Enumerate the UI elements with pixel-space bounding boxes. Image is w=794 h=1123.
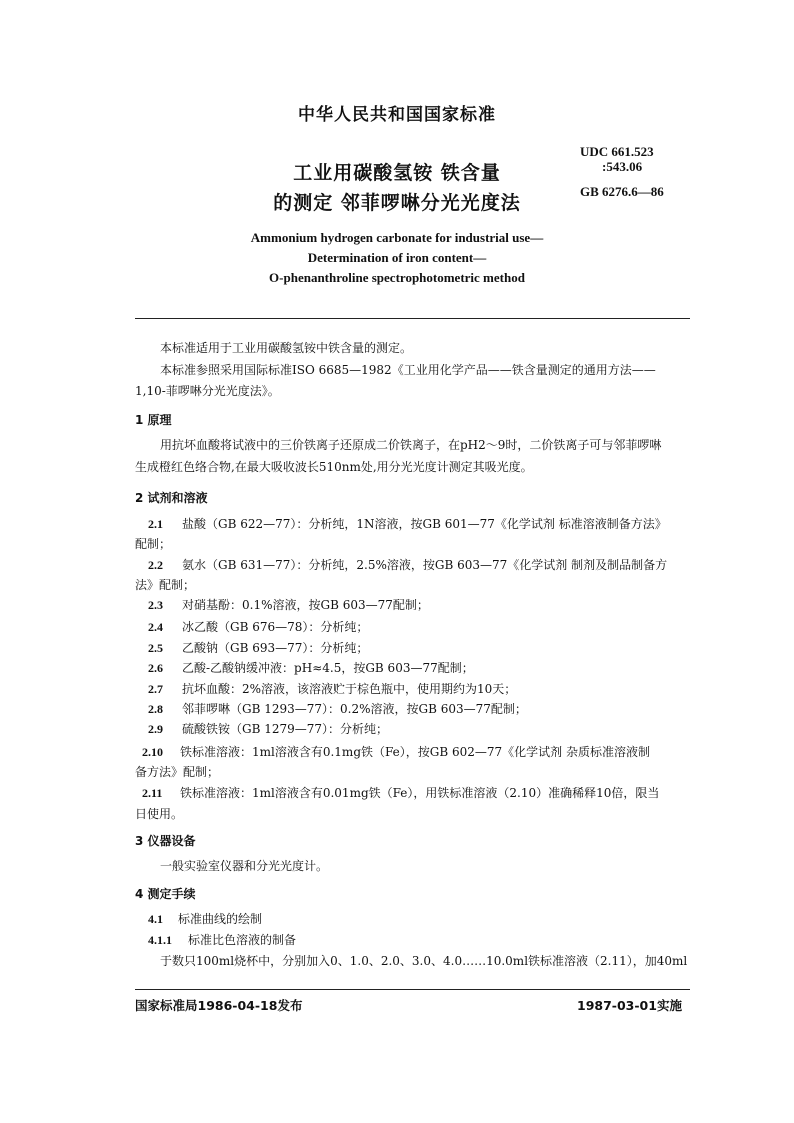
- item-text: 盐酸（GB 622—77）：分析纯，1N溶液，按GB 601—77《化学试剂 标准溶液制备方法》: [182, 517, 667, 531]
- section-2-heading: 2 试剂和溶液: [135, 491, 208, 505]
- item-number: 2.1: [148, 517, 163, 531]
- item-number: 2.10: [142, 745, 163, 759]
- item-2-1: [148, 516, 667, 532]
- section-1-text-line1: 用抗坏血酸将试液中的三价铁离子还原成二价铁离子，在pH2～9时，二价铁离子可与邻菲啰啉: [160, 438, 662, 452]
- item-text: 冰乙酸（GB 676—78）：分析纯；: [182, 620, 369, 634]
- gb-number: GB 6276.6—86: [580, 184, 664, 199]
- title-en-line3: O-phenanthroline spectrophotometric method: [269, 270, 525, 285]
- section-4-text: 于数只100ml烧杯中，分别加入0、1.0、2.0、3.0、4.0……10.0ml铁标准溶液（2.11），加40ml: [160, 954, 688, 968]
- section-3-text: 一般实验室仪器和分光光度计。: [160, 859, 329, 873]
- footer-divider: [135, 989, 690, 990]
- subsection-number: 4.1: [148, 912, 163, 926]
- item-2-3: [148, 597, 429, 613]
- effective-date: 1987-03-01实施: [577, 998, 682, 1013]
- section-3-heading: 3 仪器设备: [135, 834, 196, 848]
- title-en-line2: Determination of iron content—: [307, 250, 487, 265]
- item-text: 硫酸铁铵（GB 1279—77）：分析纯；: [182, 722, 389, 736]
- udc-line1: UDC 661.523: [580, 144, 654, 159]
- item-number: 2.9: [148, 722, 163, 736]
- item-text: 乙酸-乙酸钠缓冲液：pH≈4.5，按GB 603—77配制；: [182, 661, 474, 675]
- item-number: 2.6: [148, 661, 163, 675]
- item-2-6: [148, 660, 474, 676]
- item-number: 2.8: [148, 702, 163, 716]
- item-2-7: [148, 681, 516, 697]
- item-2-11: [142, 785, 659, 801]
- title-cn-line2: 的测定 邻菲啰啉分光光度法: [273, 192, 521, 214]
- item-2-1-cont: 配制；: [135, 537, 172, 551]
- item-2-8: [148, 701, 527, 717]
- udc-line2: :543.06: [602, 159, 643, 174]
- item-2-5: [148, 640, 368, 656]
- intro-paragraph-1: 本标准适用于工业用碳酸氢铵中铁含量的测定。: [160, 341, 413, 355]
- intro-paragraph-2-line2: 1,10-菲啰啉分光光度法》。: [135, 384, 280, 398]
- header-divider: [135, 318, 690, 319]
- item-number: 2.2: [148, 558, 163, 572]
- item-text: 乙酸钠（GB 693—77）：分析纯；: [182, 641, 369, 655]
- subsection-4-1-1: [148, 932, 296, 948]
- subsection-4-1: [148, 911, 262, 927]
- section-4-heading: 4 测定手续: [135, 887, 196, 901]
- item-2-4: [148, 619, 368, 635]
- section-1-text-line2: 生成橙红色络合物,在最大吸收波长510nm处,用分光光度计测定其吸光度。: [135, 460, 533, 474]
- item-2-11-cont: 日使用。: [135, 807, 184, 821]
- item-2-10-cont: 备方法》配制；: [135, 765, 220, 779]
- national-standard-label: 中华人民共和国国家标准: [298, 105, 496, 125]
- item-number: 2.5: [148, 641, 163, 655]
- udc-code: [580, 144, 654, 174]
- item-text: 抗坏血酸：2%溶液，该溶液贮于棕色瓶中，使用期约为10天；: [182, 682, 517, 696]
- item-number: 2.3: [148, 598, 163, 612]
- title-en-line1: Ammonium hydrogen carbonate for industrial use—: [250, 230, 544, 245]
- intro-paragraph-2-line1: 本标准参照采用国际标准ISO 6685—1982《工业用化学产品——铁含量测定的通用方法——: [160, 363, 656, 377]
- subsection-title: 标准曲线的绘制: [178, 912, 263, 926]
- item-text: 铁标准溶液：1ml溶液含有0.01mg铁（Fe），用铁标准溶液（2.10）准确稀释10倍，限当: [180, 786, 660, 800]
- issue-date: 国家标准局1986-04-18发布: [135, 998, 303, 1013]
- item-number: 2.7: [148, 682, 163, 696]
- item-2-10: [142, 744, 650, 760]
- subsection-title: 标准比色溶液的制备: [188, 933, 297, 947]
- item-text: 铁标准溶液：1ml溶液含有0.1mg铁（Fe），按GB 602—77《化学试剂 杂质标准溶液制: [180, 745, 650, 759]
- section-1-heading: 1 原理: [135, 413, 172, 427]
- item-text: 对硝基酚：0.1%溶液，按GB 603—77配制；: [182, 598, 429, 612]
- item-text: 氨水（GB 631—77）：分析纯，2.5%溶液，按GB 603—77《化学试剂 制剂及制品制备方: [182, 558, 668, 572]
- item-text: 邻菲啰啉（GB 1293—77）：0.2%溶液，按GB 603—77配制；: [182, 702, 527, 716]
- item-2-9: [148, 721, 388, 737]
- subsection-number: 4.1.1: [148, 933, 172, 947]
- item-number: 2.4: [148, 620, 163, 634]
- title-cn-line1: 工业用碳酸氢铵 铁含量: [293, 162, 501, 184]
- item-2-2: [148, 557, 667, 573]
- item-2-2-cont: 法》配制；: [135, 578, 196, 592]
- item-number: 2.11: [142, 786, 163, 800]
